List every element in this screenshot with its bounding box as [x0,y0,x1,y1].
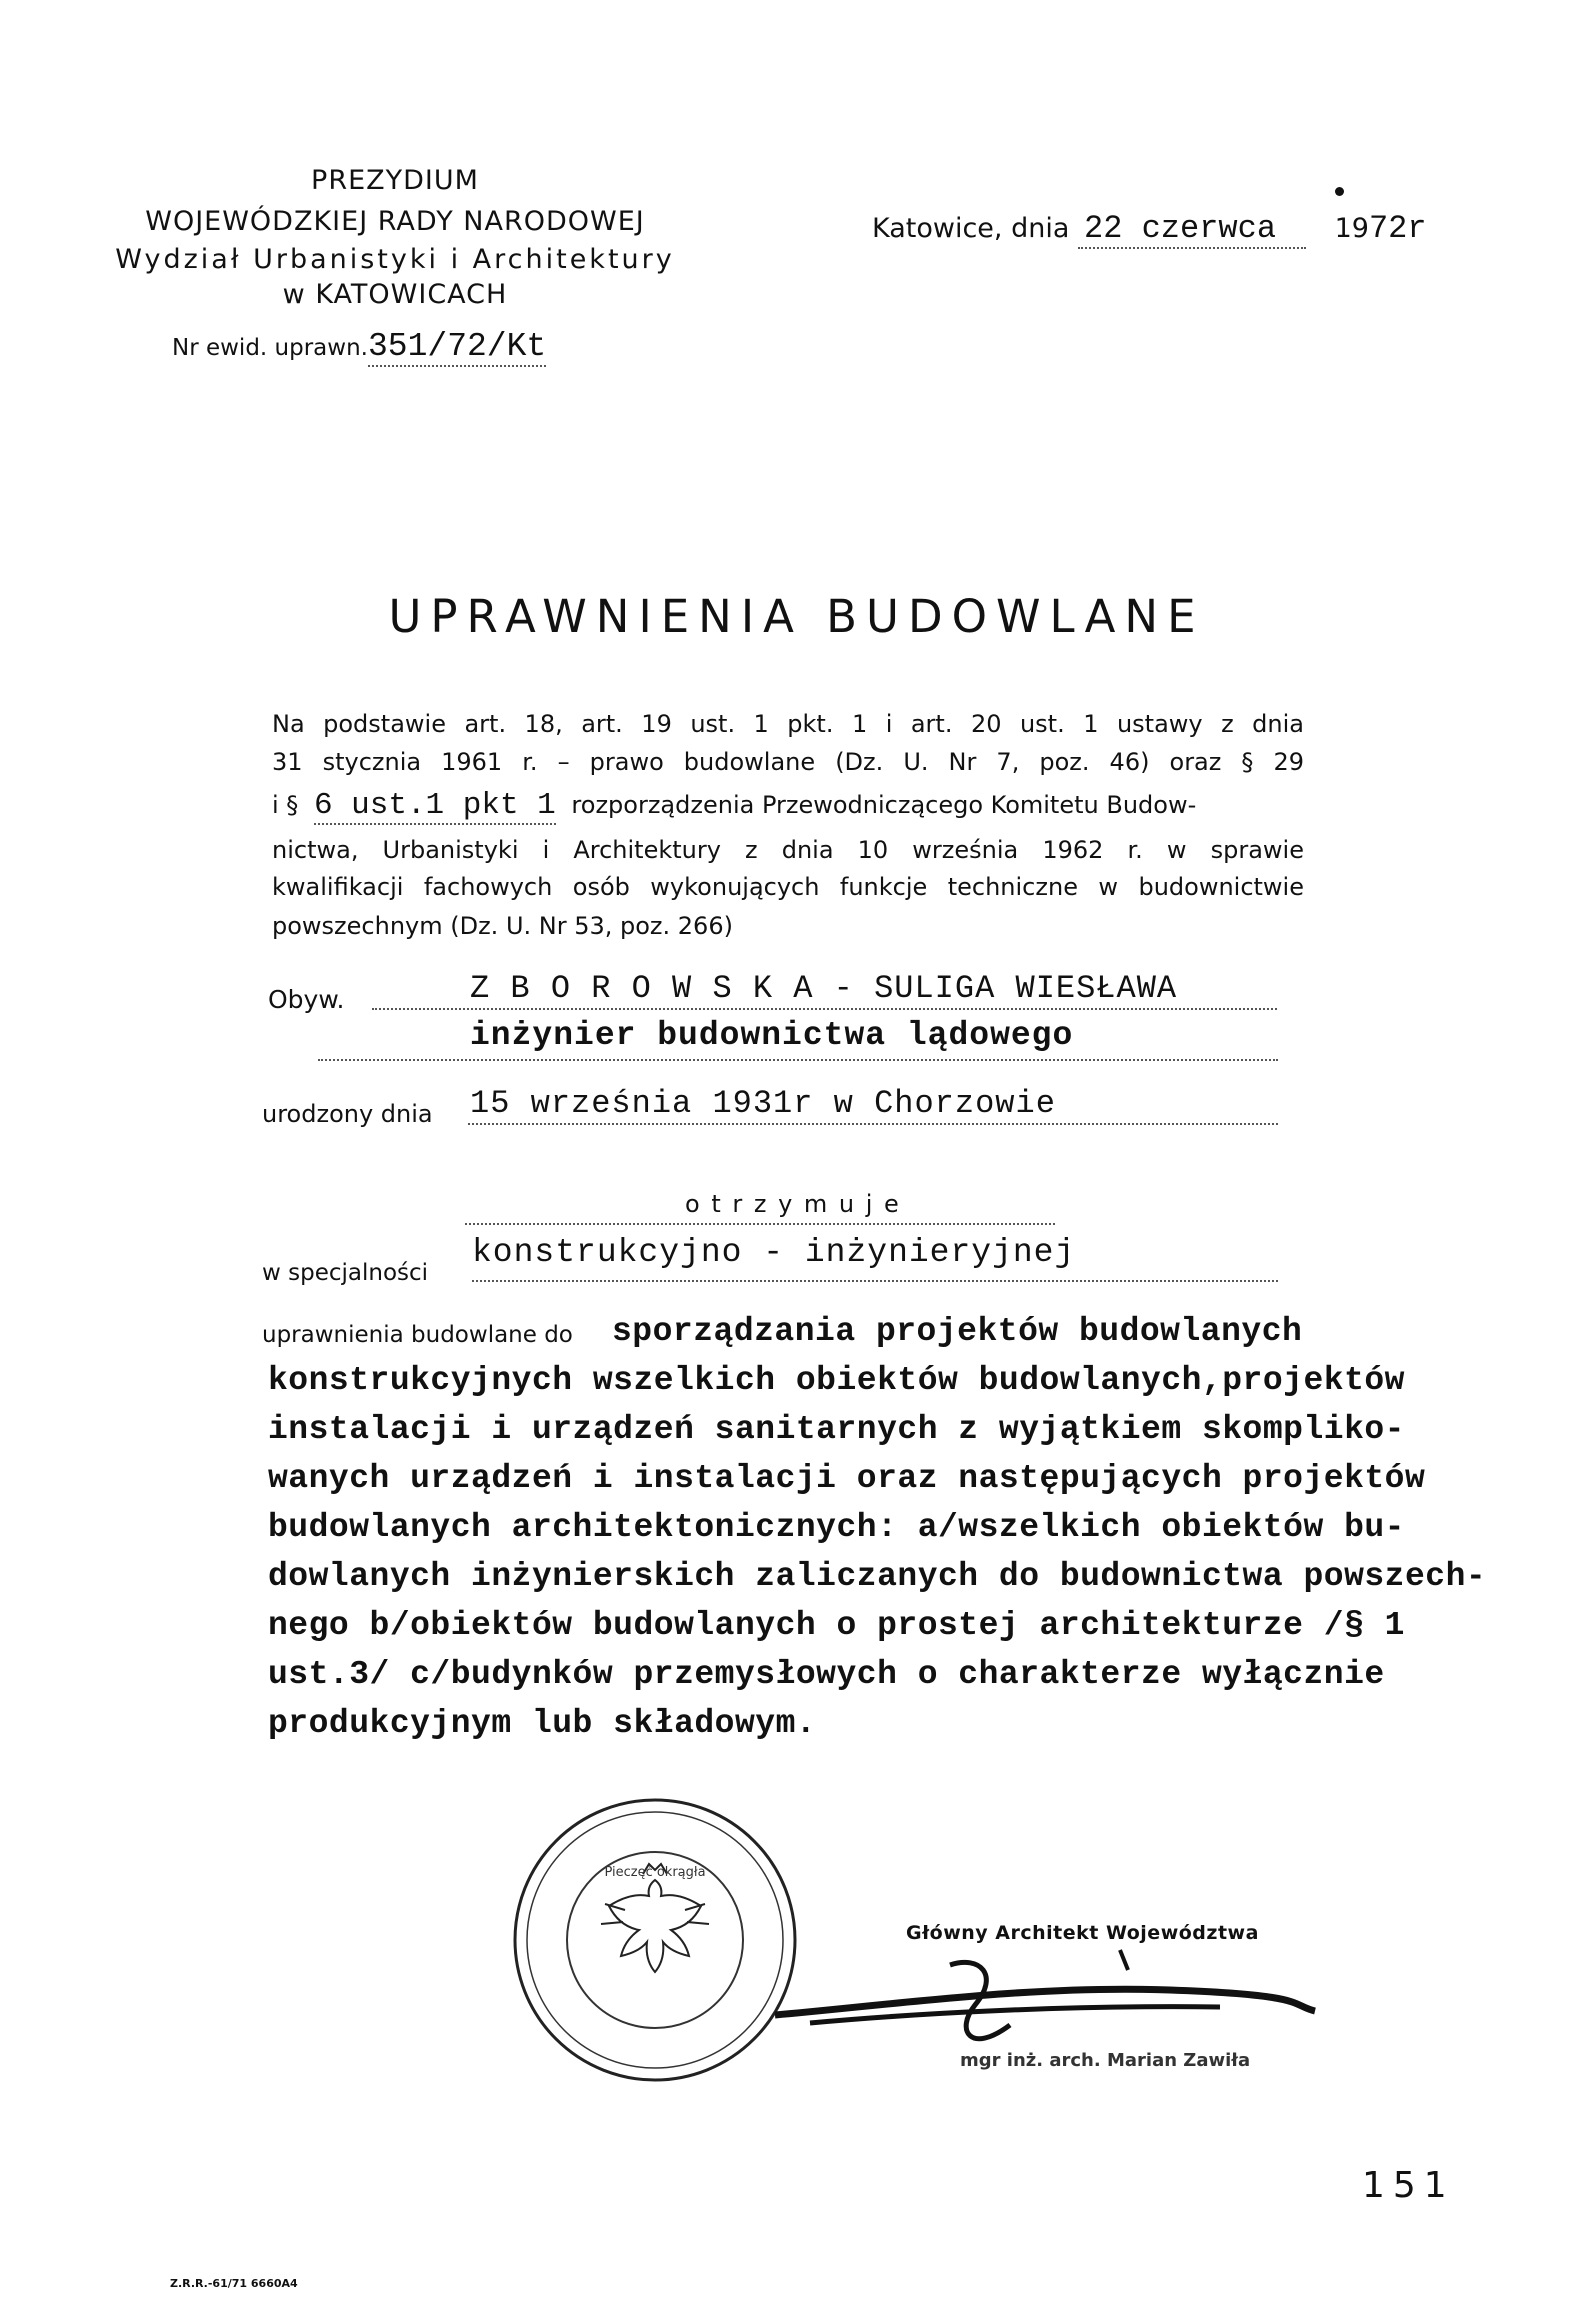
legal-line-1: Na podstawie art. 18, art. 19 ust. 1 pkt. 1 i art. 20 ust. 1 ustawy z dnia [272,710,1304,738]
scope-line-8: ust.3/ c/budynków przemysłowych o charakterze wyłącznie [268,1656,1385,1693]
scope-line-4: wanych urządzeń i instalacji oraz następujących projektów [268,1460,1426,1497]
official-seal [505,1790,805,2090]
date-value: 22 czerwca [1078,210,1306,249]
legal-line-3-prefix: i § [272,791,299,819]
registry-label: Nr ewid. uprawn. [172,335,368,361]
date-year-prefix: 19 [1334,213,1369,244]
scope-line-1: sporządzania projektów budowlanych [612,1313,1303,1350]
scope-line-7: nego b/obiektów budowlanych o prostej architekturze /§ 1 [268,1607,1405,1644]
registry-value: 351/72/Kt [367,328,547,365]
document-title: UPRAWNIENIA BUDOWLANE [388,590,1205,643]
signatory-name: mgr inż. arch. Marian Zawiła [960,2050,1251,2071]
header-line-1: PREZYDIUM [311,165,479,196]
header-line-4: w KATOWICACH [282,279,508,310]
scope-line-9: produkcyjnym lub składowym. [268,1705,817,1742]
seal-label: Pieczęć okrągła [604,1865,706,1880]
eagle-emblem-icon [601,1864,709,1972]
signatory-title: Główny Architekt Województwa [906,1922,1259,1944]
specialty-value: konstrukcyjno - inżynieryjnej [472,1234,1076,1271]
ink-dot [1335,187,1344,196]
date-year-value: 72r [1368,210,1427,247]
born-value: 15 września 1931r w Chorzowie [470,1085,1056,1122]
date-line [872,210,1427,247]
citizen-label: Obyw. [268,985,345,1014]
scope-line-2: konstrukcyjnych wszelkich obiektów budowlanych,projektów [268,1362,1405,1399]
date-prefix: Katowice, dnia [872,213,1070,244]
profession: inżynier budownictwa lądowego [470,1017,1074,1054]
legal-line-3-value: 6 ust.1 pkt 1 [313,788,556,823]
legal-line-4: nictwa, Urbanistyki i Architektury z dnia 10 września 1962 r. w sprawie [272,836,1304,864]
legal-line-3 [272,788,1304,823]
legal-line-5: kwalifikacji fachowych osób wykonujących funkcje techniczne w budownictwie [272,873,1304,901]
specialty-label: w specjalności [262,1260,429,1286]
receives-label: o t r z y m u j e [685,1190,901,1218]
legal-line-3-suffix: rozporządzenia Przewodniczącego Komitetu Budow- [571,791,1197,819]
form-code: Z.R.R.-61/71 6660A4 [170,2277,298,2290]
registry-number [172,328,546,365]
scope-line-3: instalacji i urządzeń sanitarnych z wyjątkiem skompliko- [268,1411,1405,1448]
legal-line-6: powszechnym (Dz. U. Nr 53, poz. 266) [272,912,733,940]
page-number: 151 [1362,2165,1455,2206]
header-line-2: WOJEWÓDZKIEJ RADY NARODOWEJ [145,206,645,237]
born-label: urodzony dnia [262,1100,433,1128]
scope-lead: uprawnienia budowlane do [262,1322,573,1348]
citizen-name: Z B O R O W S K A - SULIGA WIESŁAWA [470,970,1178,1007]
scope-line-6: dowlanych inżynierskich zaliczanych do budownictwa powszech- [268,1558,1487,1595]
scope-line-5: budowlanych architektonicznych: a/wszelkich obiektów bu- [268,1509,1405,1546]
header-line-3: Wydział Urbanistyki i Architektury [115,244,675,275]
legal-line-2: 31 stycznia 1961 r. – prawo budowlane (Dz. U. Nr 7, poz. 46) oraz § 29 [272,748,1304,776]
